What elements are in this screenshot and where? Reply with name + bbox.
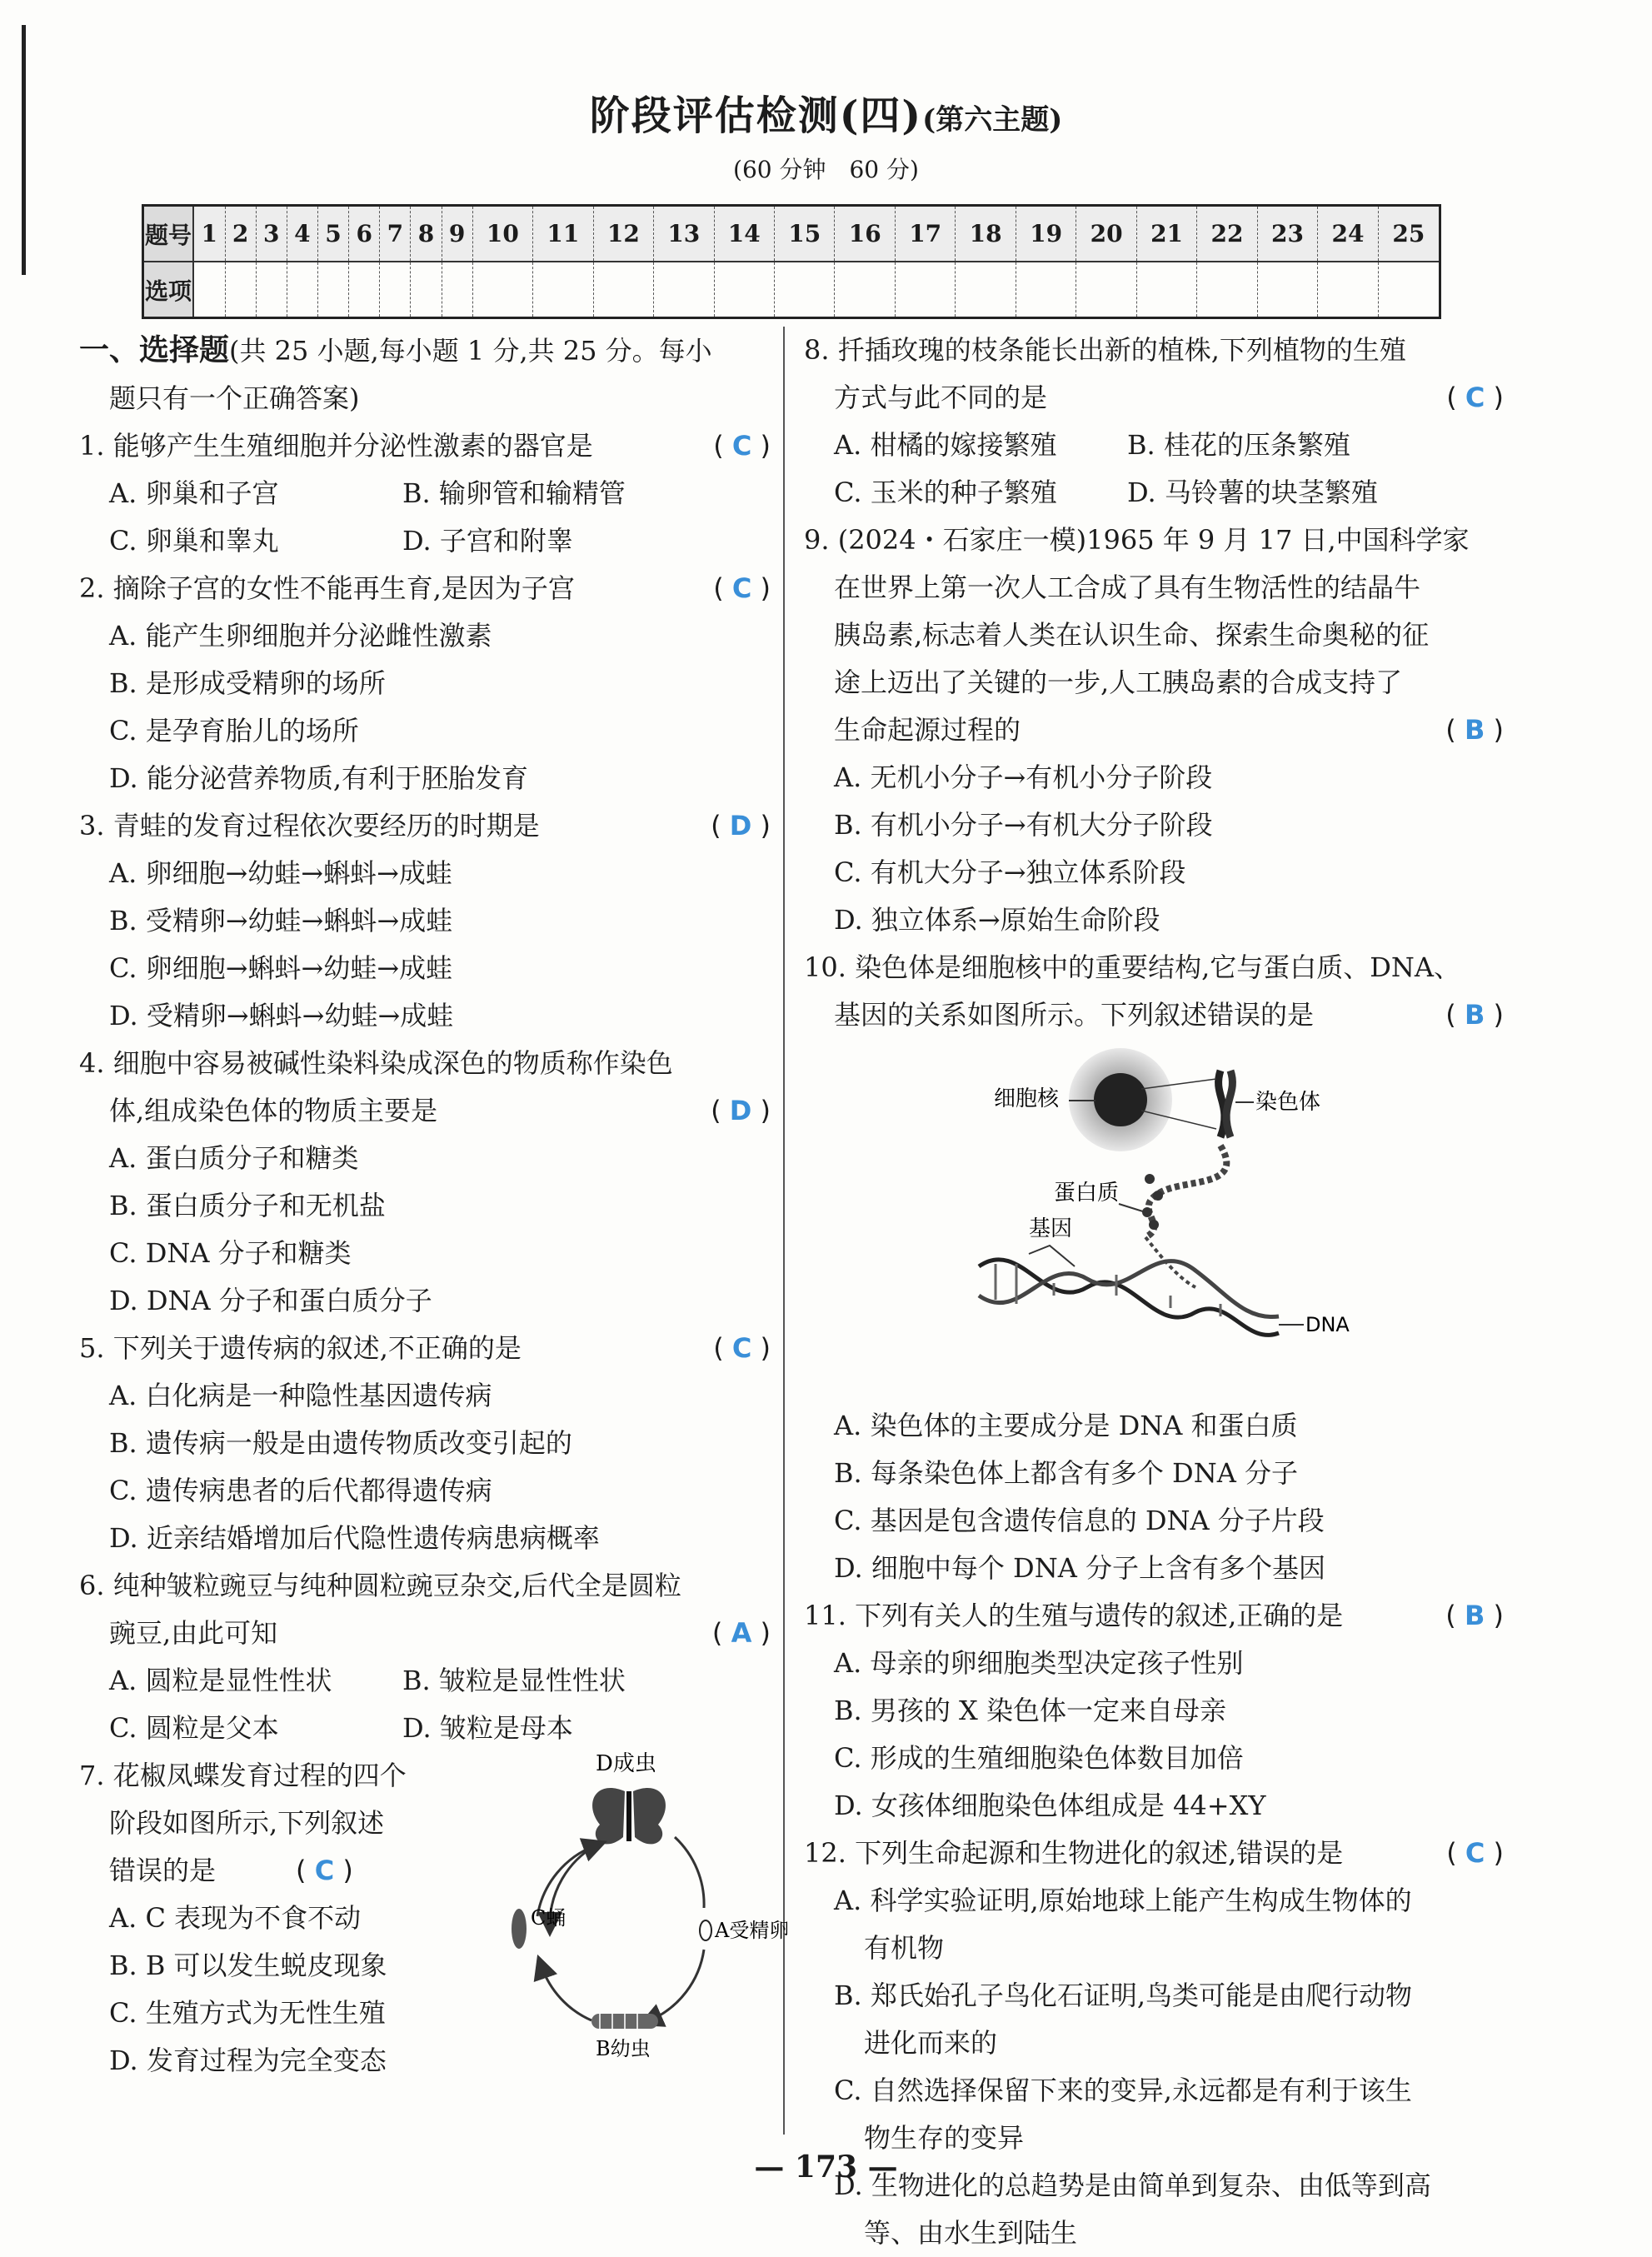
q-number-cell: 20 [1076, 206, 1136, 262]
q8-option-c[interactable]: C. 玉米的种子繁殖 [834, 477, 1057, 508]
answer-cell[interactable] [256, 262, 287, 318]
answer-cell[interactable] [225, 262, 256, 318]
q-number-cell: 9 [442, 206, 472, 262]
arc-top-right [675, 1837, 704, 1908]
fig-label-dna: DNA [1305, 1313, 1350, 1336]
q-number-cell: 8 [411, 206, 442, 262]
q10-option-b[interactable]: B. 每条染色体上都含有多个 DNA 分子 [834, 1457, 1298, 1489]
q12-option-b[interactable] [804, 1972, 1504, 2067]
egg-icon [700, 1920, 711, 1940]
q4-stem-line-1: 4. 细胞中容易被碱性染料染成深色的物质称作染色 [79, 1047, 673, 1079]
q12-option-d-line-2: 等、由水生到陆生 [864, 2217, 1078, 2249]
question-1 [79, 422, 771, 565]
question-7 [79, 1751, 787, 2085]
q1-stem: 1. 能够产生生殖细胞并分泌性激素的器官是 [79, 430, 593, 462]
q-number-cell: 13 [654, 206, 714, 262]
question-6 [79, 1562, 771, 1752]
q3-answer-letter: D [729, 810, 752, 841]
q4-option-b[interactable]: B. 蛋白质分子和无机盐 [109, 1190, 386, 1221]
q4-option-d[interactable]: D. DNA 分子和蛋白质分子 [109, 1285, 432, 1316]
q7-option-d[interactable]: D. 发育过程为完全变态 [109, 2045, 387, 2076]
larva-icon [591, 2014, 658, 2029]
answer-cell[interactable] [1378, 262, 1440, 318]
q9-stem-line-5: 生命起源过程的 [834, 714, 1021, 746]
q12-option-a-line-2: 有机物 [864, 1932, 945, 1964]
q9-stem-line-2: 在世界上第一次人工合成了具有生物活性的结晶牛 [834, 572, 1421, 603]
q2-stem: 2. 摘除子宫的女性不能再生育,是因为子宫 [79, 572, 575, 604]
q10-stem-line-1: 10. 染色体是细胞核中的重要结构,它与蛋白质、DNA、 [804, 951, 1461, 983]
fig-label-gene: 基因 [1029, 1216, 1073, 1241]
q-number-cell: 3 [256, 206, 287, 262]
q8-answer-letter: C [1465, 382, 1485, 413]
question-4 [79, 1040, 771, 1325]
row-header-choice: 选项 [143, 262, 194, 318]
q-number-cell: 22 [1197, 206, 1257, 262]
q4-answer-letter: D [729, 1095, 752, 1126]
answer-cell[interactable] [533, 262, 593, 318]
page-edge-line [22, 25, 26, 275]
section-desc-1: (共 25 小题,每小题 1 分,共 25 分。每小 [229, 335, 712, 367]
q2-answer-letter: C [731, 572, 752, 604]
chromosome-figure [804, 1046, 1504, 1396]
arrow-egg-to-larva [650, 1950, 704, 2020]
row-header-number: 题号 [143, 206, 194, 262]
q10-option-a[interactable]: A. 染色体的主要成分是 DNA 和蛋白质 [834, 1410, 1298, 1441]
question-10 [804, 944, 1504, 1592]
q12-option-d-line-1: D. 生物进化的总趋势是由简单到复杂、由低等到高 [834, 2170, 1431, 2201]
q11-option-b[interactable]: B. 男孩的 X 染色体一定来自母亲 [834, 1695, 1226, 1726]
q4-answer: ( D ) [711, 1095, 771, 1126]
q4-option-c[interactable]: C. DNA 分子和糖类 [109, 1237, 352, 1269]
fig-label-pupa: C蛹 [531, 1906, 566, 1930]
fig-label-larva: B幼虫 [596, 2037, 651, 2060]
q2-option-a[interactable]: A. 能产生卵细胞并分泌雌性激素 [109, 620, 492, 652]
q-number-cell: 19 [1016, 206, 1076, 262]
q6-stem-line-1: 6. 纯种皱粒豌豆与纯种圆粒豌豆杂交,后代全是圆粒 [79, 1570, 681, 1601]
q-number-cell: 10 [472, 206, 532, 262]
q5-answer: ( C ) [713, 1332, 771, 1364]
answer-cell[interactable] [895, 262, 955, 318]
q10-answer-letter: B [1464, 999, 1485, 1031]
answer-cell[interactable] [472, 262, 532, 318]
q8-stem-line-2: 方式与此不同的是 [834, 382, 1048, 413]
question-5 [79, 1325, 771, 1562]
q12-option-b-line-1: B. 郑氏始孔子鸟化石证明,鸟类可能是由爬行动物 [834, 1980, 1413, 2011]
answer-table [142, 204, 1441, 319]
question-12 [804, 1830, 1504, 2257]
q12-option-a[interactable] [804, 1877, 1504, 1972]
q12-option-c[interactable] [804, 2067, 1504, 2162]
q12-answer: ( C ) [1446, 1837, 1504, 1869]
title-main: 阶段评估检测(四) [589, 92, 923, 139]
q-number-cell: 12 [593, 206, 653, 262]
q-number-cell: 11 [533, 206, 593, 262]
arrow-larva-to-pupa [542, 1966, 591, 2020]
q9-stem-line-1: 9. (2024・石家庄一模)1965 年 9 月 17 日,中国科学家 [804, 524, 1470, 556]
q12-option-a-line-1: A. 科学实验证明,原始地球上能产生构成生物体的 [834, 1885, 1412, 1916]
title-sub: (第六主题) [922, 103, 1063, 137]
q11-option-a[interactable]: A. 母亲的卵细胞类型决定孩子性别 [834, 1647, 1244, 1679]
fig-label-chromosome: 染色体 [1255, 1090, 1321, 1115]
fig-label-egg: A受精卵 [715, 1919, 787, 1942]
q7-answer: ( C ) [296, 1855, 353, 1886]
answer-table-choice-row [143, 262, 1440, 318]
q3-option-d[interactable]: D. 受精卵→蝌蚪→幼蛙→成蛙 [109, 1000, 454, 1031]
subtitle: (60 分钟 60 分) [733, 156, 919, 183]
q7-option-b[interactable]: B. B 可以发生蜕皮现象 [109, 1950, 387, 1981]
pupa-icon [512, 1909, 527, 1949]
q11-stem: 11. 下列有关人的生殖与遗传的叙述,正确的是 [804, 1600, 1344, 1631]
q11-option-d[interactable]: D. 女孩体细胞染色体组成是 44+XY [834, 1790, 1266, 1821]
question-9 [804, 517, 1504, 944]
q-number-cell: 24 [1318, 206, 1378, 262]
q-number-cell: 21 [1136, 206, 1196, 262]
q-number-cell: 6 [349, 206, 380, 262]
q6-option-a[interactable]: A. 圆粒是显性性状 [109, 1665, 332, 1696]
q3-option-b[interactable]: B. 受精卵→幼蛙→蝌蚪→成蛙 [109, 905, 453, 936]
answer-cell[interactable] [287, 262, 317, 318]
butterfly-icon [592, 1788, 666, 1844]
q-number-cell: 1 [193, 206, 225, 262]
answer-cell[interactable] [1197, 262, 1257, 318]
q8-option-d[interactable]: D. 马铃薯的块茎繁殖 [1127, 477, 1378, 508]
answer-cell[interactable] [380, 262, 411, 318]
answer-cell[interactable] [442, 262, 472, 318]
answer-cell[interactable] [1318, 262, 1378, 318]
q3-answer: ( D ) [711, 810, 771, 841]
q1-answer: ( C ) [713, 430, 771, 462]
q5-option-b[interactable]: B. 遗传病一般是由遗传物质改变引起的 [109, 1427, 572, 1459]
q1-option-b[interactable]: B. 输卵管和输精管 [402, 477, 626, 509]
q-number-cell: 5 [317, 206, 348, 262]
q6-option-d[interactable]: D. 皱粒是母本 [402, 1712, 573, 1744]
answer-cell[interactable] [193, 262, 225, 318]
fig-label-protein: 蛋白质 [1054, 1181, 1120, 1206]
q7-option-a[interactable]: A. C 表现为不食不动 [109, 1902, 362, 1934]
answer-cell[interactable] [775, 262, 835, 318]
q4-stem-line-2: 体,组成染色体的物质主要是 [109, 1095, 438, 1126]
q6-stem-line-2: 豌豆,由此可知 [109, 1617, 278, 1649]
dna-helix-icon [979, 1237, 1279, 1335]
q1-answer-letter: C [731, 430, 752, 462]
answer-cell[interactable] [593, 262, 653, 318]
q4-option-a[interactable]: A. 蛋白质分子和糖类 [109, 1142, 359, 1174]
right-column [804, 327, 1504, 2257]
answer-cell[interactable] [654, 262, 714, 318]
q6-option-c[interactable]: C. 圆粒是父本 [109, 1712, 279, 1744]
q-number-cell: 16 [835, 206, 895, 262]
q9-option-b[interactable]: B. 有机小分子→有机大分子阶段 [834, 809, 1213, 841]
answer-cell[interactable] [1257, 262, 1317, 318]
q5-stem: 5. 下列关于遗传病的叙述,不正确的是 [79, 1332, 522, 1364]
q6-option-b[interactable]: B. 皱粒是显性性状 [402, 1665, 626, 1696]
q9-option-c[interactable]: C. 有机大分子→独立体系阶段 [834, 856, 1186, 888]
section-desc-2: 题只有一个正确答案) [109, 382, 360, 414]
q7-answer-letter: C [314, 1855, 335, 1886]
answer-cell[interactable] [1016, 262, 1076, 318]
q5-option-c[interactable]: C. 遗传病患者的后代都得遗传病 [109, 1475, 492, 1506]
answer-cell[interactable] [349, 262, 380, 318]
q7-stem-line-3: 错误的是 [109, 1855, 217, 1886]
q2-option-c[interactable]: C. 是孕育胎儿的场所 [109, 715, 359, 747]
q11-answer-letter: B [1464, 1600, 1485, 1631]
q-number-cell: 15 [775, 206, 835, 262]
q5-option-d[interactable]: D. 近亲结婚增加后代隐性遗传病患病概率 [109, 1522, 600, 1554]
q-number-cell: 14 [714, 206, 774, 262]
q9-option-d[interactable]: D. 独立体系→原始生命阶段 [834, 904, 1160, 936]
q2-option-b[interactable]: B. 是形成受精卵的场所 [109, 667, 386, 699]
q7-stem-line-2: 阶段如图所示,下列叙述 [109, 1807, 385, 1839]
q9-stem-line-3: 胰岛素,标志着人类在认识生命、探索生命奥秘的征 [834, 619, 1430, 651]
q-number-cell: 25 [1378, 206, 1440, 262]
q1-option-a[interactable]: A. 卵巢和子宫 [109, 477, 279, 509]
q10-answer: ( B ) [1445, 999, 1504, 1031]
q1-option-c[interactable]: C. 卵巢和睾丸 [109, 525, 279, 557]
q5-answer-letter: C [731, 1332, 752, 1364]
answer-cell[interactable] [1076, 262, 1136, 318]
q5-option-a[interactable]: A. 白化病是一种隐性基因遗传病 [109, 1380, 492, 1411]
q3-option-c[interactable]: C. 卵细胞→蝌蚪→幼蛙→成蛙 [109, 952, 453, 984]
nucleus-icon [1094, 1073, 1147, 1126]
q12-option-c-line-1: C. 自然选择保留下来的变异,永远都是有利于该生 [834, 2075, 1412, 2106]
answer-cell[interactable] [1136, 262, 1196, 318]
q10-stem-line-2: 基因的关系如图所示。下列叙述错误的是 [834, 999, 1315, 1031]
q10-option-c[interactable]: C. 基因是包含遗传信息的 DNA 分子片段 [834, 1505, 1325, 1536]
fig-label-adult: D成虫 [596, 1751, 656, 1776]
section-title: 一、选择题 [79, 332, 230, 367]
left-column [79, 327, 787, 2085]
q-number-cell: 23 [1257, 206, 1317, 262]
q8-answer: ( C ) [1446, 382, 1504, 413]
life-cycle-svg [504, 1745, 787, 2062]
section-heading [79, 327, 771, 375]
fig-label-nucleus: 细胞核 [994, 1086, 1060, 1111]
answer-table-number-row [143, 206, 1440, 262]
q8-option-b[interactable]: B. 桂花的压条繁殖 [1127, 429, 1350, 461]
q12-answer-letter: C [1465, 1837, 1485, 1869]
q7-option-c[interactable]: C. 生殖方式为无性生殖 [109, 1997, 386, 2029]
q9-answer-letter: B [1464, 714, 1485, 746]
answer-cell[interactable] [956, 262, 1016, 318]
page-number: — 173 — [754, 2150, 898, 2185]
q12-option-b-line-2: 进化而来的 [864, 2027, 998, 2059]
question-2 [79, 565, 771, 802]
answer-cell[interactable] [714, 262, 774, 318]
question-11 [804, 1592, 1504, 1830]
q-number-cell: 2 [225, 206, 256, 262]
answer-cell[interactable] [835, 262, 895, 318]
q12-option-c-line-2: 物生存的变异 [864, 2122, 1025, 2154]
answer-cell[interactable] [411, 262, 442, 318]
q-number-cell: 17 [895, 206, 955, 262]
q7-stem-line-1: 7. 花椒凤蝶发育过程的四个 [79, 1760, 407, 1791]
q9-answer: ( B ) [1445, 714, 1504, 746]
question-3 [79, 802, 771, 1040]
q6-answer: ( A ) [711, 1617, 771, 1649]
q3-stem: 3. 青蛙的发育过程依次要经历的时期是 [79, 810, 540, 841]
q2-answer: ( C ) [713, 572, 771, 604]
q2-option-d[interactable]: D. 能分泌营养物质,有利于胚胎发育 [109, 762, 529, 794]
q10-option-d[interactable]: D. 细胞中每个 DNA 分子上含有多个基因 [834, 1552, 1325, 1584]
chromosome-icon [1219, 1071, 1233, 1137]
butterfly-life-cycle-figure [504, 1745, 787, 2062]
q-number-cell: 18 [956, 206, 1016, 262]
q6-answer-letter: A [731, 1617, 752, 1649]
q8-option-a[interactable]: A. 柑橘的嫁接繁殖 [834, 429, 1057, 461]
q3-option-a[interactable]: A. 卵细胞→幼蛙→蝌蚪→成蛙 [109, 857, 452, 889]
q9-option-a[interactable]: A. 无机小分子→有机小分子阶段 [834, 761, 1213, 793]
q9-stem-line-4: 途上迈出了关键的一步,人工胰岛素的合成支持了 [834, 667, 1403, 698]
chromosome-svg [971, 1046, 1404, 1396]
page-title [0, 83, 1652, 141]
q-number-cell: 7 [380, 206, 411, 262]
q-number-cell: 4 [287, 206, 317, 262]
q12-stem: 12. 下列生命起源和生物进化的叙述,错误的是 [804, 1837, 1344, 1869]
q11-option-c[interactable]: C. 形成的生殖细胞染色体数目加倍 [834, 1742, 1244, 1774]
q1-option-d[interactable]: D. 子宫和附睾 [402, 525, 573, 557]
q8-stem-line-1: 8. 扦插玫瑰的枝条能长出新的植株,下列植物的生殖 [804, 334, 1406, 366]
answer-cell[interactable] [317, 262, 348, 318]
q11-answer: ( B ) [1445, 1600, 1504, 1631]
question-8 [804, 327, 1504, 517]
